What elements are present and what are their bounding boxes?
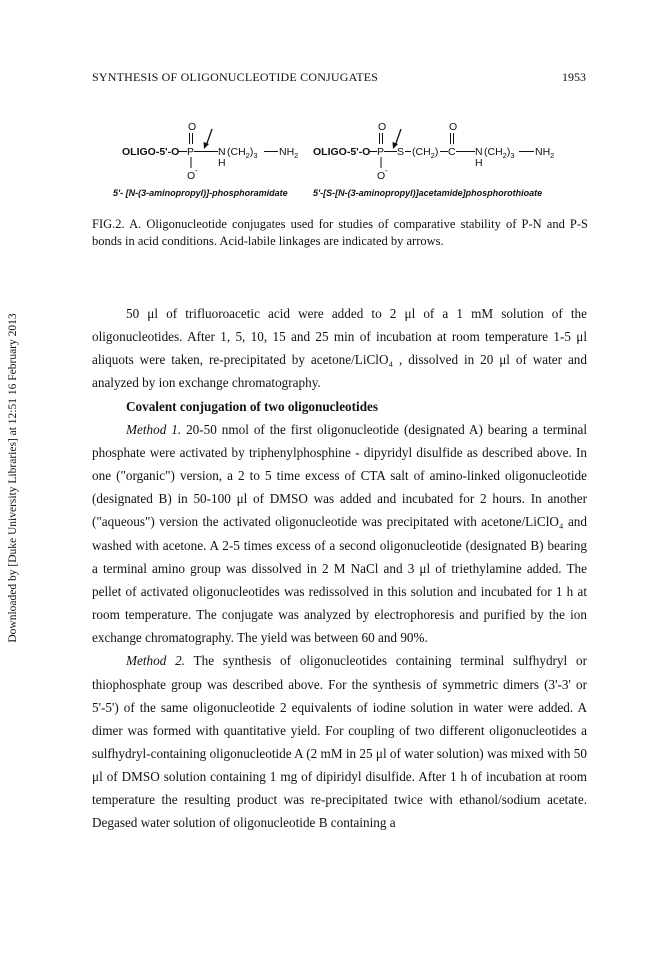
right-structure (313, 121, 554, 182)
svg-text:NH2: $NH_2$ (535, 146, 555, 160)
method-2-label: Method 2. (126, 653, 185, 669)
left-o-bottom: O (187, 170, 196, 182)
left-o-top: O (188, 121, 197, 133)
right-o-minus: - (385, 166, 388, 175)
right-n-atom: N (475, 146, 483, 158)
svg-text:(CH2)3: $(CH_2)_3$ (227, 146, 258, 160)
page-number: 1953 (562, 70, 586, 84)
svg-text:(CH2)3: $(CH_2)_3$ (484, 146, 515, 160)
right-o-bottom: O (377, 170, 386, 182)
running-head: SYNTHESIS OF OLIGONUCLEOTIDE CONJUGATES (92, 70, 379, 84)
right-oligo-label: OLIGO-5'-O (313, 146, 371, 158)
paragraph-1: 50 μl of trifluoroacetic acid were added to 2 μl of a 1 mM solution of the oligonucleotides. After 1, 5, 10, 15 and 25 min of incubation at room temperature 1-5 μl aliquots were taken, re-precipitated by acetone/LiClO₄ , dissolved in 20 μl of water and analyzed by ion exchange chromatography. (92, 306, 587, 391)
right-c-atom: C (448, 146, 456, 158)
chemical-structures-figure (0, 108, 672, 198)
body-text (92, 302, 587, 835)
left-structure (122, 121, 298, 182)
left-o-minus: - (195, 166, 198, 175)
right-h-atom: H (475, 157, 483, 169)
right-o-carbonyl: O (449, 121, 458, 133)
paragraph-3: Method 2. The synthesis of oligonucleotides containing terminal sulfhydryl or thiophosphate group was described above. For the synthesis of symmetric dimers (3'-3' or 5'-5') of the same oligonucleotide 2 equivalents of iodine solution in water were added. A dimer was formed with quantitative yield. For coupling of two different oligonucleotides a sulfhydryl-containing oligonucleotide A (2 mM in 25 μl of water solution) was mixed with 50 μl of DMSO solution containing 1 mg of dipiridyl disulfide. After 1 h of incubation at room temperature the resulting product was re-precipitated twice with ethanol/sodium acetate. Degased water solution of oligonucleotide B containing a (92, 653, 587, 831)
left-n-atom: N (218, 146, 226, 158)
section-heading: Covalent conjugation of two oligonucleotides (126, 398, 379, 414)
running-header (92, 70, 586, 86)
left-arrow-head (204, 142, 210, 149)
right-p-atom: P (377, 146, 385, 158)
structures-svg (0, 108, 672, 198)
left-oligo-label: OLIGO-5'-O (122, 146, 180, 158)
right-s-atom: S (397, 146, 405, 158)
left-structure-label: 5'- [N-(3-aminopropyl)]-phosphoramidate (113, 188, 288, 198)
left-p-atom: P (187, 146, 195, 158)
svg-text:(CH2): $(CH_2)$ (412, 146, 439, 160)
paragraph-2: Method 1. 20-50 nmol of the first oligonucleotide (designated A) bearing a terminal phosphate were activated by triphenylphosphine - dipyridyl disulfide as described above. In one ("organic") version, a 2 to 5 time excess of CTA salt of amino-linked oligonucleotide (designated B) in 50-100 μl of DMSO was added and incubated for 2 hours. In another ("aqueous") version the activated oligonucleotide was precipitated with acetone/LiClO₄ and washed with acetone. A 2-5 times excess of a second oligonucleotide (designated B) bearing a terminal amino group was dissolved in 2 M NaCl and 3 μl of triethylamine added. The pellet of activated oligonucleotides was redissolved in this solution and incubated for 1 h at room temperature. The conjugate was analyzed by electrophoresis and purified by the ion exchange chromatography. The yield was between 60 and 90%. (92, 421, 587, 646)
download-watermark: Downloaded by [Duke University Libraries] at 12:51 16 February 2013 (7, 313, 19, 643)
svg-text:NH2: $NH_2$ (279, 146, 299, 160)
right-structure-label: 5'-[S-[N-(3-aminopropyl)]acetamide]phosphorothioate (313, 188, 543, 198)
method-1-label: Method 1. (126, 421, 182, 437)
left-h-atom: H (218, 157, 226, 169)
figure-caption: FIG.2. A. Oligonucleotide conjugates used for studies of comparative stability of P-N and P-S bonds in acid conditions. Acid-labile linkages are indicated by arrows. (92, 217, 588, 248)
right-o-top: O (378, 121, 387, 133)
